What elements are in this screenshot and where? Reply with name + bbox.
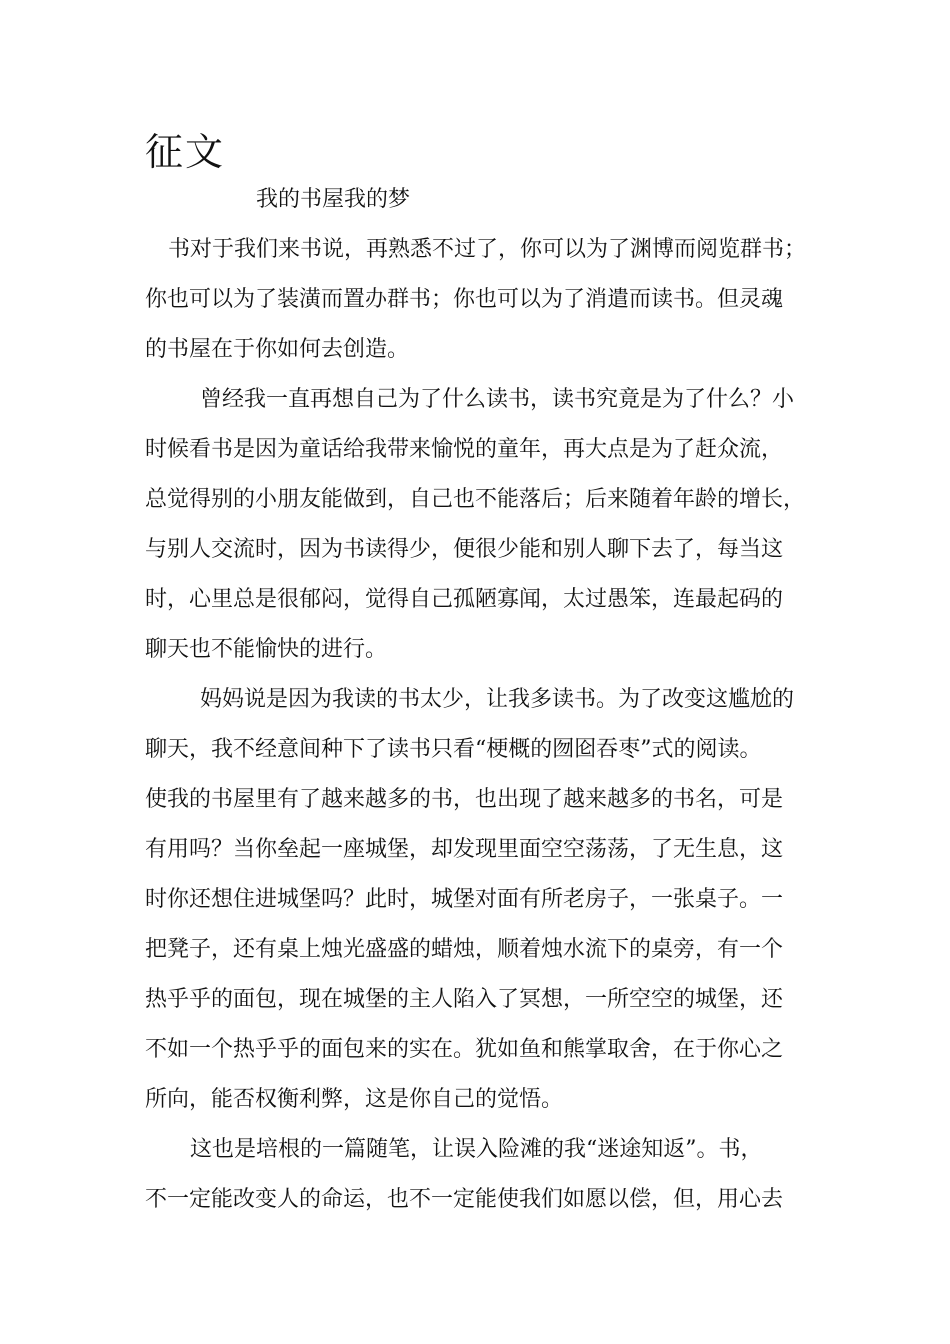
paragraph-line: 总觉得别的小朋友能做到，自己也不能落后；后来随着年龄的增长， xyxy=(145,487,806,512)
paragraph-line: 时你还想住进城堡吗？此时，城堡对面有所老房子，一张桌子。一 xyxy=(145,887,784,912)
paragraph-line: 把凳子，还有桌上烛光盛盛的蜡烛，顺着烛水流下的桌旁，有一个 xyxy=(145,937,784,962)
paragraph-line: 聊天也不能愉快的进行。 xyxy=(145,637,388,662)
paragraph-line: 书对于我们来书说，再熟悉不过了，你可以为了渊博而阅览群书； xyxy=(168,237,807,262)
paragraph-line: 所向，能否权衡利弊，这是你自己的觉悟。 xyxy=(145,1087,564,1112)
paragraph-line: 妈妈说是因为我读的书太少，让我多读书。为了改变这尴尬的 xyxy=(200,687,795,712)
paragraph-line: 时候看书是因为童话给我带来愉悦的童年，再大点是为了赶众流， xyxy=(145,437,784,462)
paragraph-line: 这也是培根的一篇随笔，让误入险滩的我“迷途知返”。书， xyxy=(190,1137,763,1162)
paragraph-line: 你也可以为了装潢而置办群书；你也可以为了消遣而读书。但灵魂 xyxy=(145,287,784,312)
document-title: 征文 xyxy=(145,130,226,174)
paragraph-line: 与别人交流时，因为书读得少，便很少能和别人聊下去了，每当这 xyxy=(145,537,784,562)
paragraph-line: 聊天，我不经意间种下了读书只看“梗概的囫囵吞枣”式的阅读。 xyxy=(145,737,762,762)
paragraph-line: 使我的书屋里有了越来越多的书，也出现了越来越多的书名，可是 xyxy=(145,787,784,812)
paragraph-line: 热乎乎的面包，现在城堡的主人陷入了冥想，一所空空的城堡，还 xyxy=(145,987,784,1012)
essay-title: 我的书屋我的梦 xyxy=(256,187,411,212)
paragraph-line: 时，心里总是很郁闷，觉得自己孤陋寡闻，太过愚笨，连最起码的 xyxy=(145,587,784,612)
paragraph-line: 不一定能改变人的命运，也不一定能使我们如愿以偿，但，用心去 xyxy=(145,1187,784,1212)
paragraph-line: 曾经我一直再想自己为了什么读书，读书究竟是为了什么？小 xyxy=(200,387,795,412)
paragraph-line: 的书屋在于你如何去创造。 xyxy=(145,337,410,362)
paragraph-line: 不如一个热乎乎的面包来的实在。犹如鱼和熊掌取舍，在于你心之 xyxy=(145,1037,784,1062)
paragraph-line: 有用吗？当你垒起一座城堡，却发现里面空空荡荡，了无生息，这 xyxy=(145,837,784,862)
